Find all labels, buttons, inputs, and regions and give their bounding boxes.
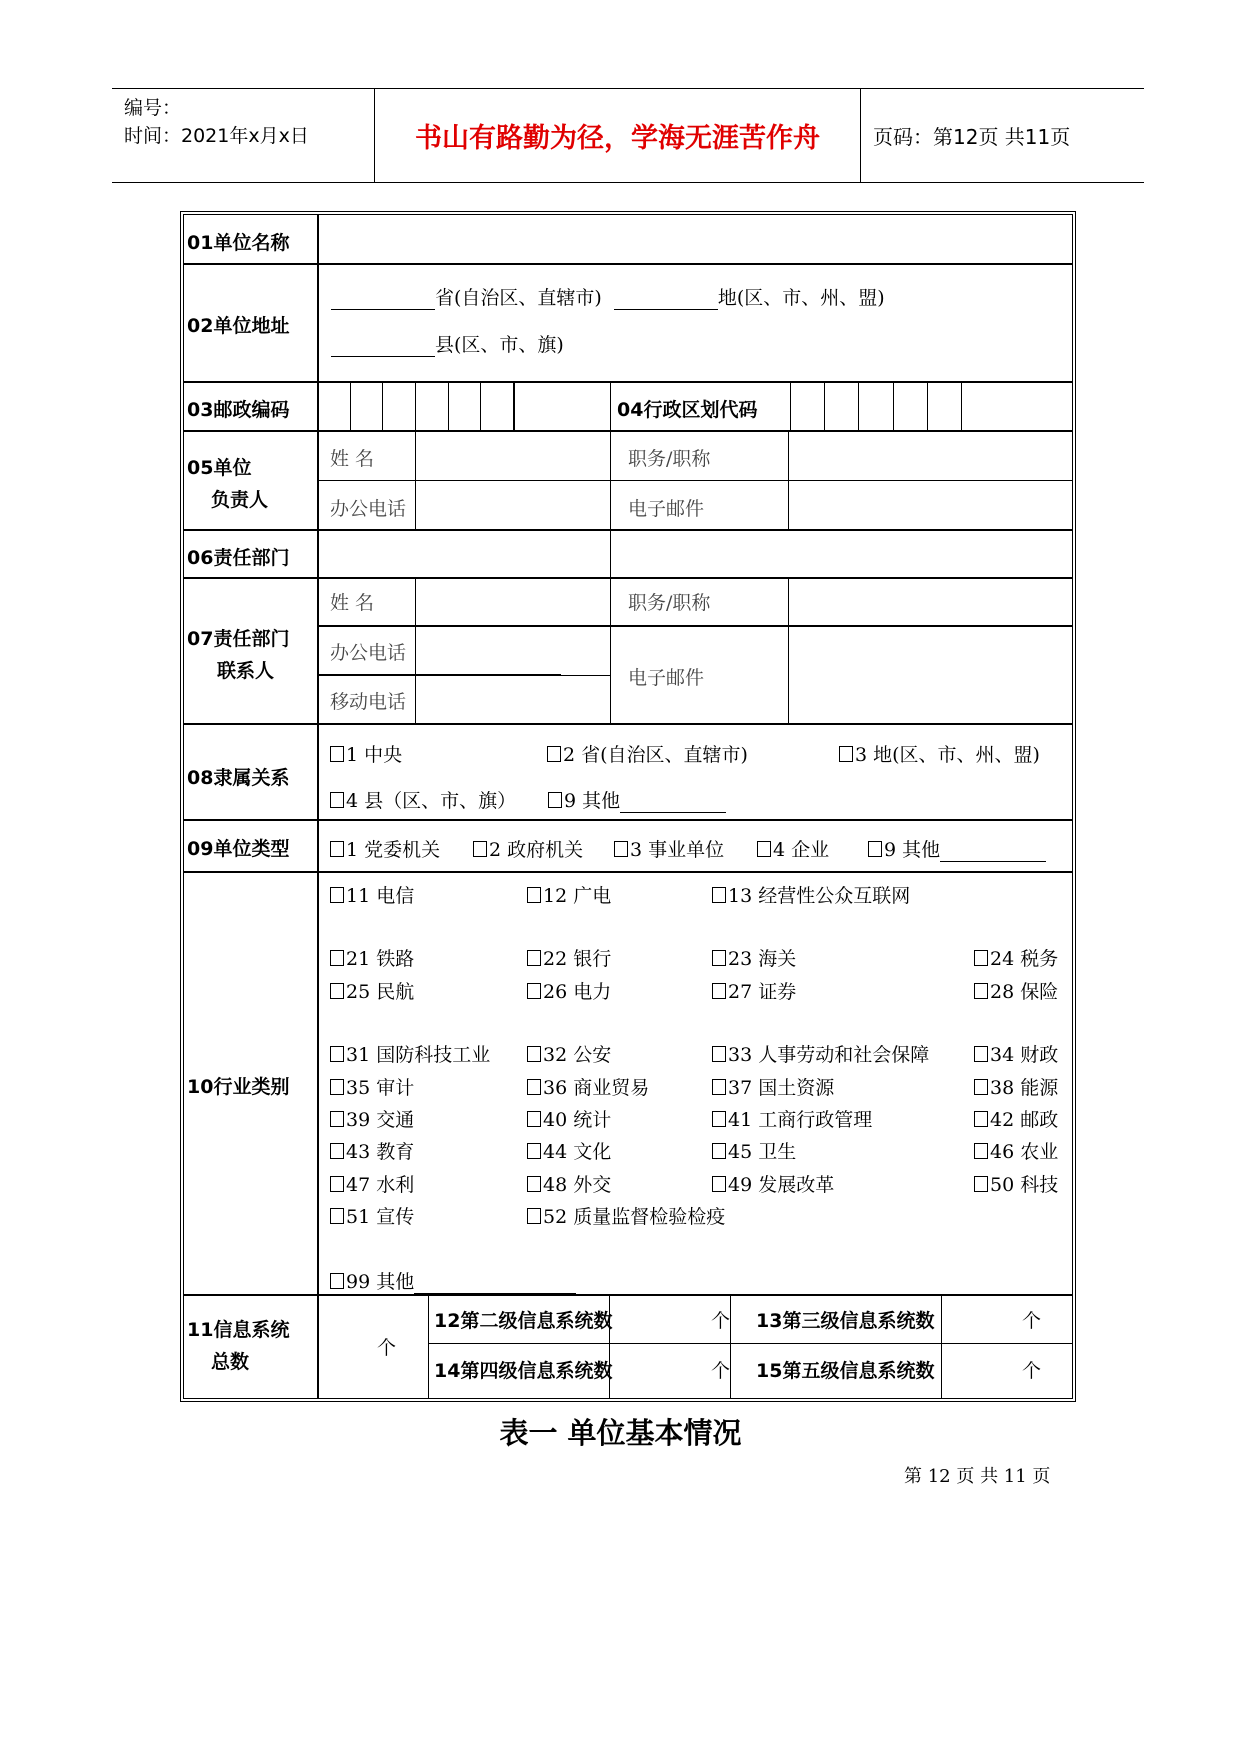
checkbox[interactable] bbox=[868, 841, 882, 857]
industry-option-label: 44 文化 bbox=[543, 1141, 612, 1163]
checkbox[interactable] bbox=[548, 792, 562, 808]
industry-option-label: 31 国防科技工业 bbox=[346, 1044, 491, 1066]
industry-option-label: 22 银行 bbox=[543, 948, 612, 970]
leader-email-label: 电子邮件 bbox=[628, 498, 705, 520]
industry-option-label: 11 电信 bbox=[346, 885, 415, 907]
industry-option-label: 38 能源 bbox=[990, 1077, 1059, 1099]
industry-option[interactable] bbox=[712, 1105, 872, 1132]
industry-option-label: 12 广电 bbox=[543, 885, 612, 907]
checkbox[interactable] bbox=[974, 1111, 988, 1127]
affiliation-option[interactable]: 4 县（区、市、旗） bbox=[330, 786, 516, 813]
row-contact-label-a: 07责任部门 bbox=[187, 628, 290, 650]
industry-other-field[interactable] bbox=[414, 1275, 576, 1294]
row-postcode-label: 03邮政编码 bbox=[187, 399, 290, 421]
industry-option-label: 46 农业 bbox=[990, 1141, 1059, 1163]
table-caption: 表一 单位基本情况 bbox=[499, 1416, 742, 1450]
unit-type-option[interactable]: 9 其他 bbox=[868, 835, 1046, 862]
time-label: 时间：2021年x月x日 bbox=[124, 125, 309, 147]
checkbox[interactable] bbox=[974, 1079, 988, 1095]
industry-option[interactable] bbox=[712, 1073, 834, 1100]
industry-option-label: 21 铁路 bbox=[346, 948, 415, 970]
industry-option[interactable] bbox=[712, 977, 796, 1004]
industry-option-label: 43 教育 bbox=[346, 1141, 415, 1163]
checkbox[interactable] bbox=[974, 1143, 988, 1159]
industry-option[interactable] bbox=[527, 1105, 611, 1132]
industry-option-label: 33 人事劳动和社会保障 bbox=[728, 1044, 930, 1066]
unit-info-form bbox=[180, 211, 1076, 1402]
industry-option[interactable] bbox=[712, 881, 910, 908]
leader-phone-label: 办公电话 bbox=[330, 498, 407, 520]
checkbox[interactable] bbox=[712, 983, 726, 999]
checkbox[interactable] bbox=[839, 746, 853, 762]
contact-email-label: 电子邮件 bbox=[628, 667, 705, 689]
checkbox[interactable] bbox=[974, 950, 988, 966]
leader-name-label: 姓 名 bbox=[330, 448, 375, 470]
checkbox[interactable] bbox=[527, 983, 541, 999]
row-unit-address-label: 02单位地址 bbox=[187, 315, 290, 337]
industry-option[interactable] bbox=[974, 977, 1058, 1004]
address-line-1: 省(自治区、直辖市) 地(区、市、州、盟) bbox=[331, 283, 885, 310]
level4-unit: 个 bbox=[711, 1360, 731, 1382]
checkbox[interactable] bbox=[712, 1176, 726, 1192]
industry-option-label: 39 交通 bbox=[346, 1109, 415, 1131]
checkbox[interactable] bbox=[712, 1111, 726, 1127]
checkbox[interactable] bbox=[974, 1176, 988, 1192]
industry-option-label: 50 科技 bbox=[990, 1174, 1059, 1196]
industry-option[interactable] bbox=[974, 1137, 1058, 1164]
affiliation-option[interactable]: 3 地(区、市、州、盟) bbox=[839, 740, 1040, 767]
industry-option[interactable] bbox=[330, 1073, 414, 1100]
industry-option[interactable] bbox=[330, 1267, 576, 1294]
industry-option[interactable] bbox=[330, 1040, 490, 1067]
industry-option[interactable] bbox=[527, 1170, 611, 1197]
checkbox[interactable] bbox=[527, 887, 541, 903]
checkbox[interactable] bbox=[330, 1208, 344, 1224]
checkbox[interactable] bbox=[527, 1111, 541, 1127]
unit-name-field[interactable] bbox=[320, 217, 1070, 261]
checkbox[interactable] bbox=[330, 1046, 344, 1062]
checkbox[interactable] bbox=[712, 1079, 726, 1095]
level4-systems-label: 14第四级信息系统数 bbox=[434, 1360, 613, 1382]
industry-option[interactable] bbox=[527, 977, 611, 1004]
row-contact-label-b: 联系人 bbox=[217, 660, 275, 682]
motto: 书山有路勤为径，学海无涯苦作舟 bbox=[375, 89, 861, 182]
level2-unit: 个 bbox=[711, 1310, 731, 1332]
affiliation-other-field[interactable] bbox=[620, 794, 726, 813]
industry-option[interactable] bbox=[974, 1105, 1058, 1132]
row-affiliation-label: 08隶属关系 bbox=[187, 767, 290, 789]
page-info: 页码：第12页 共11页 bbox=[873, 125, 1071, 149]
checkbox[interactable] bbox=[330, 1273, 344, 1289]
row-admin-code-label: 04行政区划代码 bbox=[617, 399, 758, 421]
checkbox[interactable] bbox=[974, 983, 988, 999]
checkbox[interactable] bbox=[330, 1111, 344, 1127]
industry-option[interactable] bbox=[712, 944, 796, 971]
affiliation-option[interactable]: 2 省(自治区、直辖市) bbox=[547, 740, 748, 767]
checkbox[interactable] bbox=[330, 841, 344, 857]
industry-option-label: 36 商业贸易 bbox=[543, 1077, 650, 1099]
contact-name-label: 姓 名 bbox=[330, 592, 375, 614]
checkbox[interactable] bbox=[547, 746, 561, 762]
row-leader-label-b: 负责人 bbox=[211, 489, 269, 511]
industry-option[interactable] bbox=[712, 1040, 929, 1067]
industry-option-label: 52 质量监督检验检疫 bbox=[543, 1206, 726, 1228]
checkbox[interactable] bbox=[330, 1176, 344, 1192]
prefecture-field[interactable] bbox=[614, 291, 718, 310]
row-unit-name-label: 01单位名称 bbox=[187, 232, 290, 254]
industry-option-label: 34 财政 bbox=[990, 1044, 1059, 1066]
checkbox[interactable] bbox=[614, 841, 628, 857]
industry-option[interactable] bbox=[974, 1040, 1058, 1067]
industry-option-label: 45 卫生 bbox=[728, 1141, 797, 1163]
checkbox[interactable] bbox=[330, 983, 344, 999]
province-field[interactable] bbox=[331, 291, 435, 310]
row-systems-total-label-a: 11信息系统 bbox=[187, 1319, 290, 1341]
industry-option-label: 51 宣传 bbox=[346, 1206, 415, 1228]
checkbox[interactable] bbox=[330, 1079, 344, 1095]
systems-total-unit: 个 bbox=[377, 1337, 397, 1359]
industry-option[interactable] bbox=[712, 1137, 796, 1164]
unit-type-option[interactable]: 4 企业 bbox=[757, 835, 829, 862]
checkbox[interactable] bbox=[712, 887, 726, 903]
industry-option-label: 28 保险 bbox=[990, 981, 1059, 1003]
industry-option[interactable] bbox=[974, 1170, 1058, 1197]
industry-option-label: 41 工商行政管理 bbox=[728, 1109, 873, 1131]
industry-option[interactable] bbox=[974, 944, 1058, 971]
unit-type-option[interactable]: 2 政府机关 bbox=[473, 835, 583, 862]
industry-option-label: 40 统计 bbox=[543, 1109, 612, 1131]
industry-option-label: 13 经营性公众互联网 bbox=[728, 885, 911, 907]
checkbox[interactable] bbox=[527, 1143, 541, 1159]
checkbox[interactable] bbox=[330, 950, 344, 966]
industry-option-label: 42 邮政 bbox=[990, 1109, 1059, 1131]
county-field[interactable] bbox=[331, 338, 435, 357]
header-meta bbox=[112, 89, 375, 182]
row-unit-type-label: 09单位类型 bbox=[187, 838, 290, 860]
contact-mobile-label: 移动电话 bbox=[330, 691, 407, 713]
unit-type-option[interactable]: 3 事业单位 bbox=[614, 835, 724, 862]
industry-option[interactable] bbox=[527, 944, 611, 971]
checkbox[interactable] bbox=[712, 1143, 726, 1159]
industry-option-label: 27 证券 bbox=[728, 981, 797, 1003]
number-label: 编号： bbox=[124, 97, 182, 119]
unit-type-option[interactable]: 1 党委机关 bbox=[330, 835, 440, 862]
checkbox[interactable] bbox=[330, 887, 344, 903]
checkbox[interactable] bbox=[527, 1208, 541, 1224]
checkbox[interactable] bbox=[330, 792, 344, 808]
industry-option[interactable] bbox=[527, 881, 611, 908]
industry-option[interactable] bbox=[330, 1137, 414, 1164]
level3-systems-label: 13第三级信息系统数 bbox=[756, 1310, 935, 1332]
checkbox[interactable] bbox=[527, 1046, 541, 1062]
affiliation-option[interactable]: 9 其他 bbox=[548, 786, 726, 813]
row-systems-total-label-b: 总数 bbox=[211, 1351, 250, 1373]
industry-option[interactable] bbox=[330, 1202, 414, 1229]
industry-option-label: 26 电力 bbox=[543, 981, 612, 1003]
level5-unit: 个 bbox=[1022, 1360, 1042, 1382]
row-leader-label-a: 05单位 bbox=[187, 457, 252, 479]
industry-option-label: 24 税务 bbox=[990, 948, 1059, 970]
industry-option-label: 99 其他 bbox=[346, 1271, 415, 1293]
industry-option[interactable] bbox=[330, 977, 414, 1004]
industry-option[interactable] bbox=[527, 1202, 725, 1229]
industry-option[interactable] bbox=[527, 1073, 649, 1100]
industry-option[interactable] bbox=[330, 1170, 414, 1197]
checkbox[interactable] bbox=[527, 950, 541, 966]
leader-title-label: 职务/职称 bbox=[628, 448, 711, 470]
industry-option-label: 37 国土资源 bbox=[728, 1077, 835, 1099]
level5-systems-label: 15第五级信息系统数 bbox=[756, 1360, 935, 1382]
industry-option[interactable] bbox=[527, 1040, 611, 1067]
contact-phone-label: 办公电话 bbox=[330, 642, 407, 664]
industry-option-label: 47 水利 bbox=[346, 1174, 415, 1196]
checkbox[interactable] bbox=[473, 841, 487, 857]
industry-option[interactable] bbox=[527, 1137, 611, 1164]
level3-unit: 个 bbox=[1022, 1310, 1042, 1332]
page-header bbox=[112, 88, 1144, 183]
industry-option-label: 35 审计 bbox=[346, 1077, 415, 1099]
checkbox[interactable] bbox=[330, 1143, 344, 1159]
industry-option[interactable] bbox=[712, 1170, 834, 1197]
row-dept-label: 06责任部门 bbox=[187, 547, 290, 569]
industry-option-label: 23 海关 bbox=[728, 948, 797, 970]
checkbox[interactable] bbox=[974, 1046, 988, 1062]
industry-option-label: 32 公安 bbox=[543, 1044, 612, 1066]
checkbox[interactable] bbox=[527, 1176, 541, 1192]
row-industry-label: 10行业类别 bbox=[187, 1076, 290, 1098]
unit-type-other-field[interactable] bbox=[940, 843, 1046, 862]
checkbox[interactable] bbox=[712, 950, 726, 966]
checkbox[interactable] bbox=[712, 1046, 726, 1062]
address-line-2: 县(区、市、旗) bbox=[331, 330, 564, 357]
page-footer: 第 12 页 共 11 页 bbox=[904, 1466, 1051, 1487]
industry-option[interactable] bbox=[974, 1073, 1058, 1100]
checkbox[interactable] bbox=[527, 1079, 541, 1095]
industry-option[interactable] bbox=[330, 1105, 414, 1132]
industry-option-label: 49 发展改革 bbox=[728, 1174, 835, 1196]
industry-option[interactable] bbox=[330, 944, 414, 971]
contact-title-label: 职务/职称 bbox=[628, 592, 711, 614]
industry-option[interactable] bbox=[330, 881, 414, 908]
industry-option-label: 48 外交 bbox=[543, 1174, 612, 1196]
industry-option-label: 25 民航 bbox=[346, 981, 415, 1003]
checkbox[interactable] bbox=[757, 841, 771, 857]
affiliation-option[interactable]: 1 中央 bbox=[330, 740, 402, 767]
checkbox[interactable] bbox=[330, 746, 344, 762]
level2-systems-label: 12第二级信息系统数 bbox=[434, 1310, 613, 1332]
